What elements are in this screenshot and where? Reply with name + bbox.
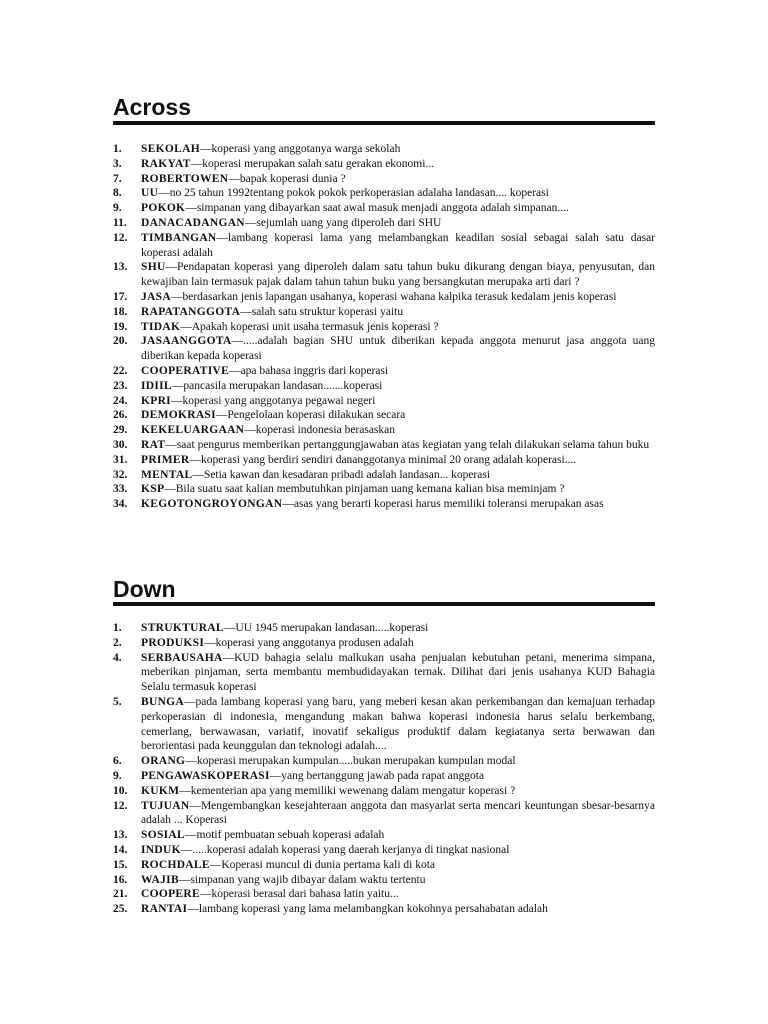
clue-body xyxy=(141,695,655,754)
clue-text: —kementerian apa yang memiliki wewenang dalam mengatur koperasi ? xyxy=(179,784,516,797)
clue-answer: DANACADANGAN xyxy=(141,216,245,229)
clue-answer: RAPATANGGOTA xyxy=(141,305,241,318)
clue-answer: DEMOKRASI xyxy=(141,409,216,422)
clue-number: 15. xyxy=(113,858,128,871)
clue-number: 9. xyxy=(113,769,122,782)
clue-item xyxy=(113,186,655,201)
clue-text: —.....adalah bagian SHU untuk diberikan kepada anggota menurut jasa anggota uang diberikan kepada koperasi xyxy=(141,335,655,363)
clue-item xyxy=(113,799,655,829)
across-rule xyxy=(113,121,655,125)
clue-body xyxy=(141,320,655,335)
clue-answer: STRUKTURAL xyxy=(141,622,224,634)
clue-answer: ROCHDALE xyxy=(141,858,210,871)
clue-body xyxy=(141,769,655,784)
clue-text: —Bila suatu saat kalian membutuhkan pinjaman uang kemana kalian bisa meminjam ? xyxy=(164,483,565,496)
clue-number: 1. xyxy=(113,622,122,634)
clue-answer: RAKYAT xyxy=(141,157,191,170)
clue-item xyxy=(113,172,655,187)
clue-answer: PRIMER xyxy=(141,453,190,466)
clue-number: 14. xyxy=(113,843,128,856)
clue-body xyxy=(141,651,655,695)
clue-text: —.....koperasi adalah koperasi yang daerah kerjanya di tingkat nasional xyxy=(180,843,510,856)
clue-text: —Pengelolaan koperasi dilakukan secara xyxy=(215,409,406,422)
clue-answer: COOPERATIVE xyxy=(141,364,230,377)
clue-item xyxy=(113,290,655,305)
clue-item xyxy=(113,408,655,423)
clue-body xyxy=(141,873,655,888)
clue-number: 32. xyxy=(113,468,128,481)
clue-number: 26. xyxy=(113,409,128,422)
clue-number: 7. xyxy=(113,172,122,185)
clue-number: 2. xyxy=(113,636,122,649)
clue-number: 13. xyxy=(113,261,128,274)
clue-item xyxy=(113,201,655,216)
clue-answer: PRODUKSI xyxy=(141,636,205,649)
clue-item xyxy=(113,902,655,917)
clue-number: 5. xyxy=(113,695,122,708)
clue-body xyxy=(141,142,655,157)
clue-body xyxy=(141,887,655,902)
clue-body xyxy=(141,305,655,320)
clue-number: 20. xyxy=(113,335,128,348)
clue-number: 25. xyxy=(113,903,128,916)
clue-number: 1. xyxy=(113,143,122,155)
clue-body xyxy=(141,497,655,512)
clue-text: —Koperasi muncul di dunia pertama kali di kota xyxy=(209,858,436,871)
clue-item xyxy=(113,887,655,902)
clue-answer: WAJIB xyxy=(141,873,179,886)
clue-text: —Mengembangkan kesejahteraan anggota dan masyarlat serta mencari keuntungan sbesar-besarnya adalah ... Koperasi xyxy=(141,799,655,827)
clue-number: 34. xyxy=(113,498,128,511)
clue-item xyxy=(113,651,655,695)
down-heading: Down xyxy=(113,576,176,602)
clue-item xyxy=(113,636,655,651)
clue-item xyxy=(113,621,655,636)
clue-text: —Setia kawan dan kesadaran pribadi adalah landasan... koperasi xyxy=(192,468,491,481)
clue-body xyxy=(141,157,655,172)
clue-body xyxy=(141,394,655,409)
clue-body xyxy=(141,379,655,394)
clue-item xyxy=(113,769,655,784)
clue-text: —koperasi indonesia berasaskan xyxy=(244,424,396,437)
clue-text: —saat pengurus memberikan pertanggungjawaban atas kegiatan yang telah dilakukan selama tahun buku xyxy=(165,438,650,451)
clue-number: 33. xyxy=(113,483,128,496)
clue-number: 10. xyxy=(113,784,128,797)
clue-body xyxy=(141,858,655,873)
clue-answer: INDUK xyxy=(141,843,181,856)
clue-body xyxy=(141,453,655,468)
across-clue-list xyxy=(113,142,655,512)
clue-text: —pancasila merupakan landasan.......koperasi xyxy=(171,379,383,392)
clue-text: —apa bahasa inggris dari koperasi xyxy=(229,364,389,377)
clue-text: —Apakah koperasi unit usaha termasuk jenis koperasi ? xyxy=(180,320,439,333)
clue-number: 21. xyxy=(113,888,128,901)
clue-item xyxy=(113,453,655,468)
clue-number: 31. xyxy=(113,453,128,466)
clue-text: —koperasi merupakan salah satu gerakan ekonomi... xyxy=(190,157,435,170)
clue-body xyxy=(141,902,655,917)
clue-answer: TIDAK xyxy=(141,320,181,333)
clue-answer: BUNGA xyxy=(141,695,185,708)
clue-body xyxy=(141,216,655,231)
clue-item xyxy=(113,157,655,172)
clue-item xyxy=(113,305,655,320)
clue-body xyxy=(141,186,655,201)
clue-item xyxy=(113,873,655,888)
clue-item xyxy=(113,379,655,394)
clue-text: —yang bertanggung jawab pada rapat anggota xyxy=(269,769,485,782)
clue-item xyxy=(113,394,655,409)
clue-number: 30. xyxy=(113,438,128,451)
clue-item xyxy=(113,858,655,873)
clue-text: —motif pembuatan sebuah koperasi adalah xyxy=(185,829,385,842)
clue-text: —KUD bahagia selalu malkukan usaha penjualan kebutuhan petani, menerima simpana, meberikan pinjaman, serta membantu membudidayakan ternak. Dilihat dari jenis usahanya KUD Bahagia Selalu termasuk koperasi xyxy=(141,651,655,694)
clue-body xyxy=(141,438,655,453)
clue-text: —lambang koperasi lama yang melambangkan keadilan sosial sebagai salah satu dasar koperasi adalah xyxy=(141,231,655,259)
clue-text: —koperasi yang anggotanya warga sekolah xyxy=(199,143,401,155)
clue-body xyxy=(141,423,655,438)
clue-number: 22. xyxy=(113,364,128,377)
clue-item xyxy=(113,754,655,769)
clue-answer: SOSIAL xyxy=(141,829,185,842)
clue-answer: MENTAL xyxy=(141,468,193,481)
clue-text: —simpanan yang dibayarkan saat awal masuk menjadi anggota adalah simpanan.... xyxy=(185,202,569,215)
clue-item xyxy=(113,260,655,290)
clue-number: 19. xyxy=(113,320,128,333)
clue-number: 12. xyxy=(113,231,128,244)
clue-text: —salah satu struktur koperasi yaitu xyxy=(240,305,404,318)
clue-item xyxy=(113,216,655,231)
clue-answer: RAT xyxy=(141,438,166,451)
clue-item xyxy=(113,695,655,754)
clue-number: 24. xyxy=(113,394,128,407)
clue-number: 16. xyxy=(113,873,128,886)
clue-answer: COOPERE xyxy=(141,888,200,901)
clue-body xyxy=(141,201,655,216)
across-heading: Across xyxy=(113,94,191,120)
clue-text: —koperasi berasal dari bahasa latin yaitu... xyxy=(199,888,399,901)
clue-text: —simpanan yang wajib dibayar dalam waktu tertentu xyxy=(178,873,426,886)
clue-answer: SERBAUSAHA xyxy=(141,651,223,664)
clue-body xyxy=(141,636,655,651)
clue-answer: TIMBANGAN xyxy=(141,231,217,244)
clue-item xyxy=(113,784,655,799)
clue-item xyxy=(113,364,655,379)
clue-item xyxy=(113,482,655,497)
clue-answer: UU xyxy=(141,187,159,200)
clue-body xyxy=(141,468,655,483)
clue-text: —no 25 tahun 1992tentang pokok pokok perkoperasian adalaha landasan.... koperasi xyxy=(158,187,549,200)
clue-answer: RANTAI xyxy=(141,903,188,916)
clue-body xyxy=(141,828,655,843)
clue-body xyxy=(141,482,655,497)
down-clue-list xyxy=(113,621,655,917)
clue-item xyxy=(113,231,655,261)
clue-text: —koperasi yang anggotanya produsen adalah xyxy=(204,636,414,649)
clue-answer: ROBERTOWEN xyxy=(141,172,229,185)
clue-text: —Pendapatan koperasi yang diperoleh dalam satu tahun buku dikurang dengan biaya, penyusutan, dan kewajiban lain termasuk pajak dalam tahun tahun buku yang bersangkutan merupaka arti dari ? xyxy=(141,261,655,289)
clue-body xyxy=(141,621,655,636)
clue-text: —asas yang berarti koperasi harus memiliki toleransi merupakan asas xyxy=(282,498,604,511)
clue-text: —sejumlah uang yang diperoleh dari SHU xyxy=(244,216,442,229)
clue-body xyxy=(141,290,655,305)
clue-text: —lambang koperasi yang lama melambangkan kokohnya persahabatan adalah xyxy=(187,903,548,916)
clue-text: —koperasi merupakan kumpulan.....bukan merupakan kumpulan modal xyxy=(185,755,516,768)
clue-number: 4. xyxy=(113,651,122,664)
clue-number: 9. xyxy=(113,202,122,215)
clue-item xyxy=(113,468,655,483)
clue-body xyxy=(141,408,655,423)
clue-number: 8. xyxy=(113,187,122,200)
clue-body xyxy=(141,364,655,379)
clue-body xyxy=(141,260,655,290)
clue-text: —pada lambang koperasi yang baru, yang meberi kesan akan perkembangan dan kemajuan terhadap perkoperasian di indonesia, mengandung makan bahwa koperasi indonesia harus selalu berkembang, cemerlang, berwawasan, variatif, inovatif sekaligus produktif dalam kegiatanya serta berwawan dan berorientasi pada keunggulan dan teknologi adalah.... xyxy=(141,695,655,753)
clue-body xyxy=(141,799,655,829)
clue-number: 12. xyxy=(113,799,128,812)
clue-body xyxy=(141,172,655,187)
clue-answer: KEKELUARGAAN xyxy=(141,424,245,437)
clue-answer: IDIIL xyxy=(141,379,172,392)
clue-item xyxy=(113,423,655,438)
clue-answer: ORANG xyxy=(141,755,186,768)
clue-body xyxy=(141,231,655,261)
clue-answer: SHU xyxy=(141,261,166,274)
clue-number: 23. xyxy=(113,379,128,392)
clue-answer: SEKOLAH xyxy=(141,143,200,155)
clue-item xyxy=(113,320,655,335)
clue-number: 17. xyxy=(113,290,128,303)
clue-number: 6. xyxy=(113,755,122,768)
clue-text: —UU 1945 merupakan landasan.....koperasi xyxy=(223,622,429,634)
clue-item xyxy=(113,142,655,157)
clue-item xyxy=(113,828,655,843)
clue-item xyxy=(113,843,655,858)
clue-answer: KUKM xyxy=(141,784,180,797)
clue-text: —bapak koperasi dunia ? xyxy=(228,172,346,185)
clue-text: —berdasarkan jenis lapangan usahanya, koperasi wahana kalpika terasuk kedalam jenis koperasi xyxy=(170,290,617,303)
down-rule xyxy=(113,602,655,606)
clue-item xyxy=(113,334,655,364)
clue-number: 11. xyxy=(113,216,127,229)
clue-item xyxy=(113,438,655,453)
clue-body xyxy=(141,784,655,799)
clue-number: 18. xyxy=(113,305,128,318)
clue-body xyxy=(141,754,655,769)
clue-answer: KSP xyxy=(141,483,165,496)
clue-answer: JASA xyxy=(141,290,171,303)
clue-answer: KEGOTONGROYONGAN xyxy=(141,498,283,511)
clue-number: 13. xyxy=(113,829,128,842)
clue-answer: TUJUAN xyxy=(141,799,190,812)
clue-number: 3. xyxy=(113,157,122,170)
clue-text: —koperasi yang anggotanya pegawai negeri xyxy=(170,394,376,407)
clue-text: —koperasi yang berdiri sendiri dananggotanya minimal 20 orang adalah koperasi.... xyxy=(189,453,577,466)
clue-answer: POKOK xyxy=(141,202,186,215)
clue-answer: KPRI xyxy=(141,394,171,407)
clue-answer: JASAANGGOTA xyxy=(141,335,232,348)
clue-body xyxy=(141,843,655,858)
clue-answer: PENGAWASKOPERASI xyxy=(141,769,270,782)
clue-body xyxy=(141,334,655,364)
clue-number: 29. xyxy=(113,424,128,437)
clue-item xyxy=(113,497,655,512)
